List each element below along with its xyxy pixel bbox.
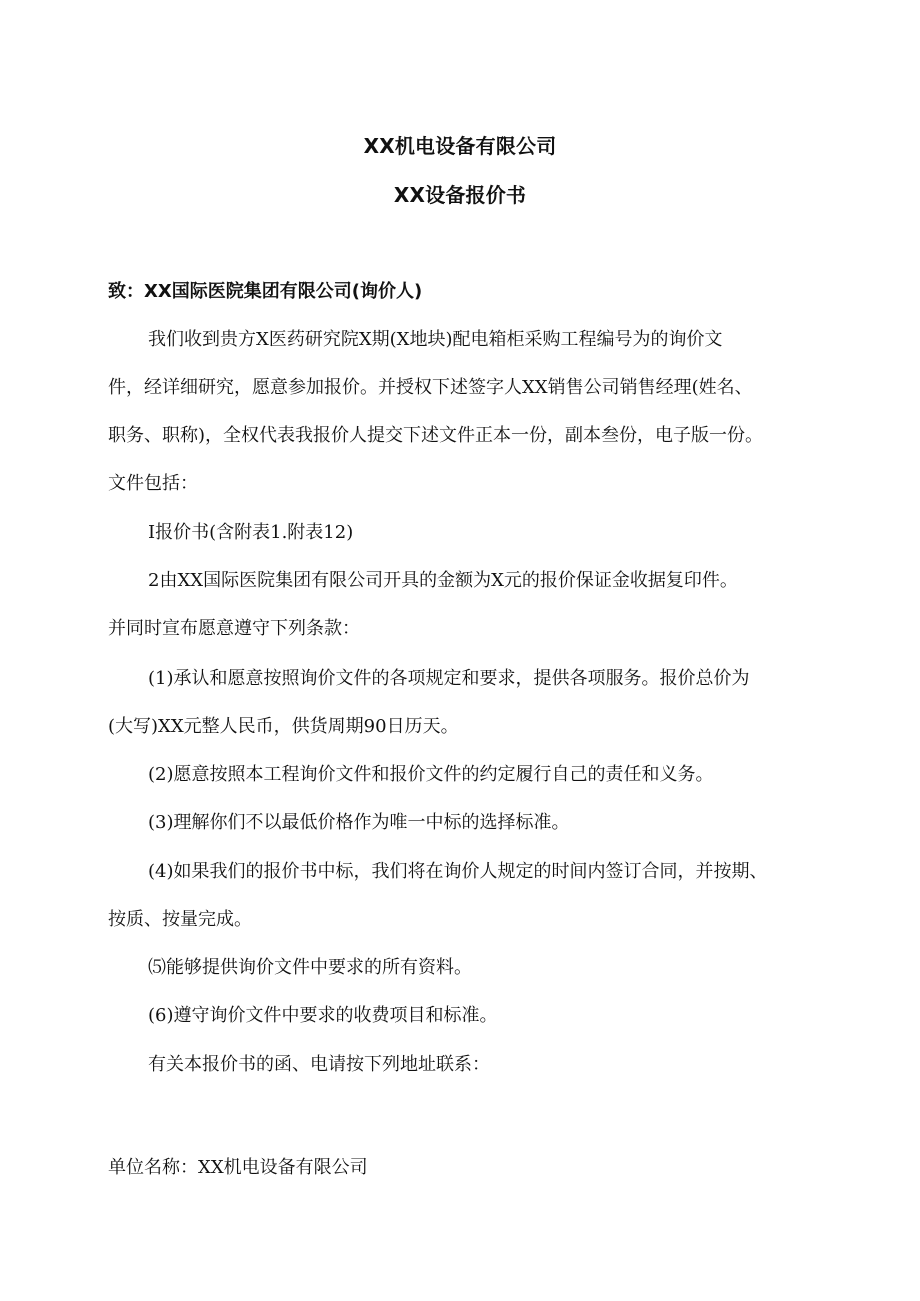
clause-1-line-2: (大写)XX元整人民币，供货周期90日历天。 [108,716,459,737]
clause-5: ⑸能够提供询价文件中要求的所有资料。 [148,957,472,978]
clause-6: (6)遵守询价文件中要求的收费项目和标准。 [148,1005,498,1026]
contact-intro: 有关本报价书的函、电请按下列地址联系： [148,1054,490,1075]
company-title: XX机电设备有限公司 [363,134,557,158]
paragraph-1-line-4: 文件包括： [108,473,198,494]
clause-2: (2)愿意按照本工程询价文件和报价文件的约定履行自己的责任和义务。 [148,764,714,785]
recipient-line: 致：XX国际医院集团有限公司(询价人) [108,281,423,302]
paragraph-1-line-3: 职务、职称)，全权代表我报价人提交下述文件正本一份，副本叁份，电子版一份。 [108,425,764,446]
clause-3: (3)理解你们不以最低价格作为唯一中标的选择标准。 [148,812,570,833]
clause-4-line-2: 按质、按量完成。 [108,909,252,930]
document-item-1: I报价书(含附表1.附表12) [148,522,354,543]
clause-4-line-1: (4)如果我们的报价书中标，我们将在询价人规定的时间内签订合同，并按期、 [148,861,768,882]
document-title: XX设备报价书 [393,183,527,207]
paragraph-1-line-2: 件，经详细研究，愿意参加报价。并授权下述签字人XX销售公司销售经理(姓名、 [108,377,753,398]
document-item-2-line-2: 并同时宣布愿意遵守下列条款： [108,618,360,639]
paragraph-1-line-1: 我们收到贵方X医药研究院X期(X地块)配电箱柜采购工程编号为的询价文 [148,329,723,350]
unit-name-line: 单位名称：XX机电设备有限公司 [108,1157,368,1178]
clause-1-line-1: (1)承认和愿意按照询价文件的各项规定和要求，提供各项服务。报价总价为 [148,668,750,689]
document-item-2-line-1: 2由XX国际医院集团有限公司开具的金额为X元的报价保证金收据复印件。 [148,570,738,591]
